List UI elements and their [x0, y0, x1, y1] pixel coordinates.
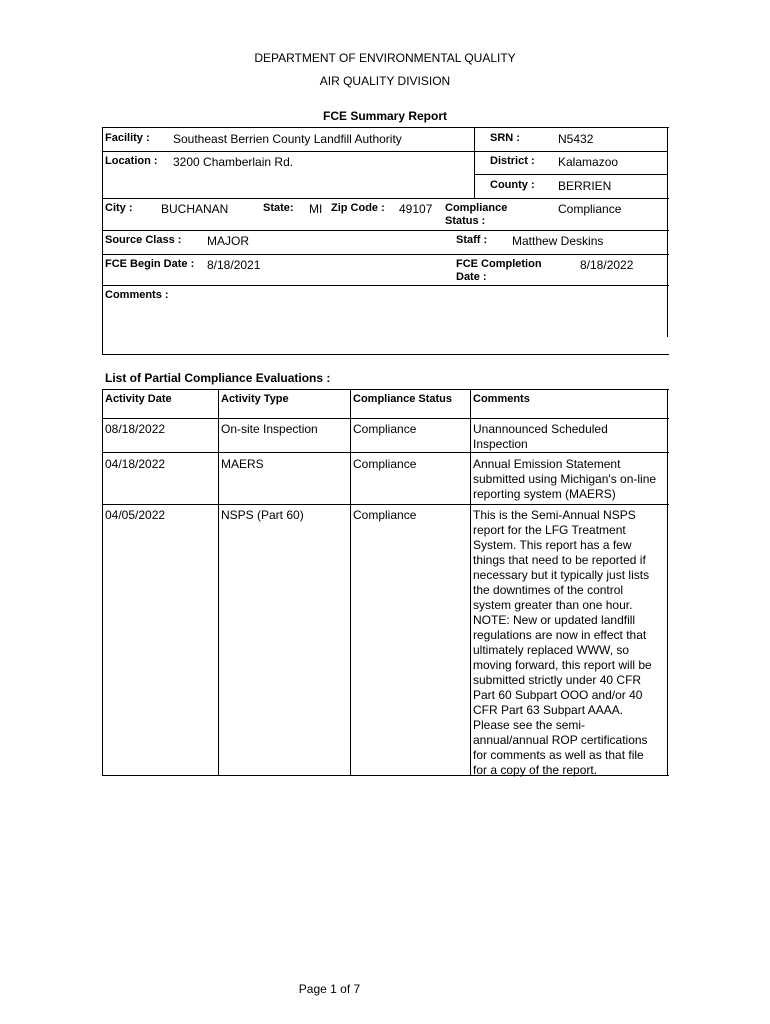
report-title: FCE Summary Report	[322, 109, 448, 123]
county-value: BERRIEN	[558, 179, 612, 193]
row-divider	[474, 174, 668, 175]
source-class-value: MAJOR	[207, 234, 249, 248]
division-heading: AIR QUALITY DIVISION	[319, 74, 451, 88]
fce-completion-label: FCE Completion	[456, 258, 542, 270]
info-box-bottom-border	[102, 354, 669, 355]
table-column-divider	[350, 389, 351, 776]
table-cell-activity-date: 08/18/2022	[105, 422, 166, 436]
table-cell-activity-type: MAERS	[221, 457, 264, 471]
info-box-left-border	[102, 127, 103, 355]
row-divider	[102, 230, 669, 231]
table-cell-activity-date: 04/18/2022	[105, 457, 166, 471]
comments-label: Comments :	[105, 289, 169, 301]
compliance-status-label-line2: Status :	[445, 215, 486, 227]
facility-value: Southeast Berrien County Landfill Authority	[173, 132, 402, 146]
table-cell-activity-date: 04/05/2022	[105, 508, 166, 522]
staff-label: Staff :	[456, 234, 488, 246]
info-box-top-border	[102, 127, 669, 128]
district-label: District :	[490, 155, 535, 167]
column-header-activity-type: Activity Type	[221, 393, 289, 405]
row-divider	[474, 151, 668, 152]
department-heading: DEPARTMENT OF ENVIRONMENTAL QUALITY	[254, 51, 516, 65]
fce-completion-label-line2: Date :	[456, 271, 487, 283]
srn-column-divider	[474, 127, 475, 198]
table-header-divider	[102, 418, 669, 419]
table-column-divider	[102, 389, 103, 776]
table-column-divider	[218, 389, 219, 776]
table-cell-activity-type: On-site Inspection	[221, 422, 318, 436]
table-cell-comments: Annual Emission Statement submitted using Michigan's on-line reporting system (MAERS)	[473, 457, 657, 501]
table-row-divider	[102, 504, 669, 505]
table-cell-compliance-status: Compliance	[353, 508, 417, 522]
column-header-compliance-status: Compliance Status	[353, 393, 453, 405]
page-number: Page 1 of 7	[298, 982, 361, 996]
fce-completion-value: 8/18/2022	[580, 258, 634, 272]
column-header-activity-date: Activity Date	[105, 393, 172, 405]
table-cell-comments: Unannounced Scheduled Inspection	[473, 422, 608, 451]
county-label: County :	[490, 179, 535, 191]
srn-label: SRN :	[490, 132, 520, 144]
table-cell-activity-type: NSPS (Part 60)	[221, 508, 304, 522]
state-value: MI	[309, 202, 323, 216]
compliance-status-value: Compliance	[558, 202, 622, 216]
srn-value: N5432	[558, 132, 594, 146]
source-class-label: Source Class :	[105, 234, 182, 246]
location-label: Location :	[105, 155, 158, 167]
info-box-right-border	[667, 127, 668, 337]
fce-begin-value: 8/18/2021	[207, 258, 261, 272]
city-value: BUCHANAN	[161, 202, 229, 216]
zip-value: 49107	[399, 202, 433, 216]
table-row-divider	[102, 452, 669, 453]
location-value: 3200 Chamberlain Rd.	[173, 155, 294, 169]
compliance-status-label: Compliance	[445, 202, 508, 214]
table-cell-compliance-status: Compliance	[353, 457, 417, 471]
table-cell-comments: This is the Semi-Annual NSPS report for the LFG Treatment System. This report has a few things that need to be reported if necessary but it typically just lists the downtimes of the control system greater than one hour. NOTE: New or updated landfill regulations are now in effect that ultimately replaced WWW, so moving forward, this report will be submitted strictly under 40 CFR Part 60 Subpart OOO and/or 40 CFR Part 63 Subpart AAAA. Please see the semi- annual/annual ROP certifications for comments as well as that file for a copy of the report.	[473, 508, 652, 777]
staff-value: Matthew Deskins	[512, 234, 604, 248]
pce-section-title: List of Partial Compliance Evaluations :	[105, 371, 331, 385]
row-divider	[102, 198, 669, 199]
zip-label: Zip Code :	[331, 202, 385, 214]
row-divider	[102, 254, 669, 255]
table-top-border	[102, 389, 669, 390]
table-cell-compliance-status: Compliance	[353, 422, 417, 436]
facility-label: Facility :	[105, 132, 150, 144]
state-label: State:	[263, 202, 294, 214]
table-column-divider	[470, 389, 471, 776]
row-divider	[102, 151, 474, 152]
fce-begin-label: FCE Begin Date :	[105, 258, 195, 270]
city-label: City :	[105, 202, 133, 214]
column-header-comments: Comments	[473, 393, 530, 405]
row-divider	[102, 285, 669, 286]
district-value: Kalamazoo	[558, 155, 619, 169]
